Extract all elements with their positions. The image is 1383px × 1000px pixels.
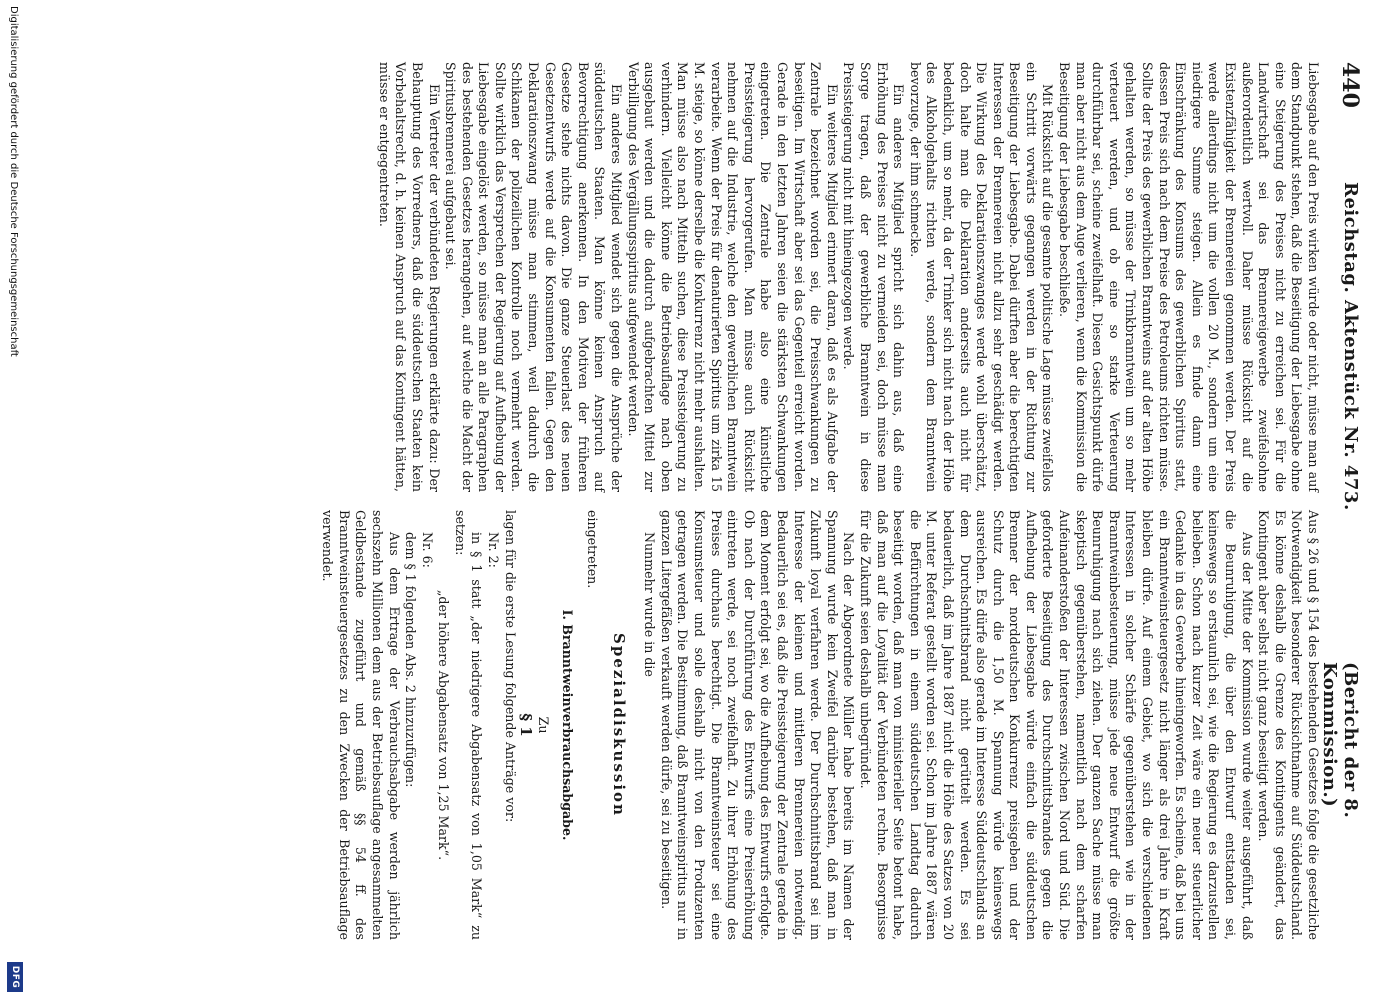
paragraph: Nunmehr wurde in die xyxy=(642,532,658,677)
paragraph: Liebesgabe auf den Preis wirken würde oder nicht, müsse man auf dem Standpunkt stehen, daß die Beseitigung der Liebesgabe ohne eine Steigerung des Preises nicht zu erreichen sei. Für die Landwirtschaft sei das Brennereigewerbe zweifelsohne außerordentlich wertvoll. Daher müsse Rücksicht auf die Existenzfähigkeit der Brennereien genommen werden. Der Preis werde allerdings nicht um die vollen 20 M., sondern um eine niedrigere Summe steigen. Allein es finde dann eine Einschränkung des Konsums des gewerblichen Spiritus statt, dessen Preis sich nach dem Preise des Petroleums richten müsse. Sollte der Preis des gewerblichen Branntweins auf der alten Höhe gehalten werden, so müsse der Trinkbranntwein um so mehr verteuert werden, und ob eine so starke Verteuerung durchführbar sei, scheine zweifelhaft. Diesen Gesichtspunkt dürfe man aber nicht aus dem Auge verlieren, wenn die Kommission die Beseitigung der Liebesgabe beschließe. xyxy=(1057,62,1321,492)
paragraph: Ein weiteres Mitglied erinnert daran, daß es als Aufgabe der Zentrale bezeichnet worden sei, die Preisschwankungen zu beseitigen. Im Wirtschaft aber sei das Gegenteil erreicht worden. Gerade in den letzten Jahren seien die stärksten Schwankungen eingetreten. Die Zentrale habe also eine künstliche Preissteigerung hervorgerufen. Man müsse auch Rücksicht nehmen auf die Industrie, welche den gewerblichen Branntwein verarbeite. Wenn der Preis für denaturierten Spiritus um zirka 15 M. steige, so könne derselbe die Konkurrenz nicht mehr aushalten. Man müsse also nach Mitteln suchen, diese Preissteigerung zu verhindern. Vielleicht könne die Betriebsauflage nach oben ausgebaut werden und die dadurch aufgebrachten Mittel zur Verbilligung des Vergällungsspiritus aufgewendet werden. xyxy=(625,62,840,492)
zu-label: Zu xyxy=(535,716,551,734)
page-title: Reichstag. Aktenstück Nr. 473. xyxy=(1340,182,1361,511)
paragraph: Ein anderes Mitglied spricht sich dahin aus, daß eine Erhöhung des Preises nicht zu vermeiden sei, doch müsse man Sorge tragen, daß der gewerbliche Branntwein in diese Preissteigerung nicht mit hineingezogen werde. xyxy=(841,62,907,492)
page-header xyxy=(1319,62,1365,942)
paragraph: Nach der Abgeordnete Müller habe bereits im Namen der Spannung wurde kein Zweifel darüber bestehen, daß man in Zukunft loyal verfahren werde. Der Durchschnittsbrand sei im Interesse der kleinen und mittleren Brennereien notwendig. Bedauerlich sei es, daß die Preissteigerung der Zentrale gerade in dem Moment erfolgt sei, wo die Aufhebung des Entwurfs erfolgte. Ob nach der Durchführung des Entwurfs eine Preiserhöhung eintreten werde, sei noch zweifelhaft. Zu ihrer Erhöhung des Preises durchaus berechtigt. Die Branntweinsteuer sei eine Konsumsteuer und solle deshalb nicht von den Produzenten getragen werden. Die Bestimmung, daß Branntweinspiritus nur in ganzen Litergefäßen verkauft werden dürfe, sei zu beseitigen. xyxy=(658,510,857,940)
paragraph: Aus der Mitte der Kommission wurde weiter ausgeführt, daß die Beunruhigung, die über den Entwurf entstanden sei, keineswegs so erstaunlich sei, wie die Regierung es darzustellen belieben. Schon nach kurzer Zeit wäre ein neuer steuerlicher Gedanke in das Gewerbe hineingeworfen. Es scheine, daß bei uns ein Branntweinsteuergesetz nicht länger als drei Jahre in Kraft bleiben dürfe. Auf einem Gebiet, wo sich die verschiedenen Interessen in solcher Schärfe gegenüberstehen wie in der Branntweinbesteuerung, müsse jede neue Entwurf die größte Beunruhigung nach sich ziehen. Der ganzen Sache müsse man skeptisch gegenüberstehen, namentlich nach dem scharfen Aufeinanderstoßen der Interessen zwischen Nord und Süd. Die geforderte Beseitigung des Durchschnittsbrandes gegen die Aufhebung der Liebesgabe würde einfach die süddeutschen Brenner der norddeutschen Konkurrenz preisgeben und der Schutz durch die 1,50 M. Spannung würde keineswegs ausreichen. Es dürfe also gerade im Interesse Süddeutschlands an dem Durchschnittsbrand nicht gerüttelt werden. Es sei bedauerlich, daß im Jahre 1887 nicht die Höhe des Satzes von 20 M. unter Referat gestellt worden sei. Schon im Jahre 1887 wären die Befürchtungen in einem süddeutschen Landtag dadurch beseitigt worden, daß man von ministerieller Seite betont habe, daß man auf die Loyalität der Verbündeten rechne. Besorgnisse für die Zukunft seien deshalb unbegründet. xyxy=(857,510,1255,940)
right-column xyxy=(319,510,1321,940)
paragraph-heading: § 1 xyxy=(517,713,536,737)
amendment-text: Aus dem Ertrage der Verbrauchsabgabe werden jährlich sechszehn Millionen dem aus der Betriebsauflage angesammelten Geldbestande zugeführt und gemäß §§ 54 ff. des Branntweinsteuergesetzes zu den Zwecken der Betriebsauflage verwendet. xyxy=(320,510,402,940)
page-footer xyxy=(1,0,31,1000)
subsection-heading: I. Branntweinverbrauchsabgabe. xyxy=(560,609,576,841)
amendment-text: dem § 1 folgenden Abs. 2 hinzuzufügen: xyxy=(403,532,419,788)
left-column xyxy=(375,62,1321,492)
amendments-intro: lagen für die erste Lesung folgende Anträge vor: xyxy=(502,510,518,823)
paragraph: Ein Vertreter der verbündeten Regierungen erklärte dazu: Der Behauptung des Vorredners, daß die süddeutschen Staaten kein Vorbehaltsrecht, d. h. keinen Anspruch auf das Kontingent hätten, müsse er entgegentreten. xyxy=(376,62,442,492)
section-intro: eingetreten. xyxy=(585,510,601,589)
paragraph: Aus § 26 und § 154 des bestehenden Gesetzes folge die gesetzliche Notwendigkeit besonderer Rücksichtnahme auf Süddeutschland. Es könne deshalb die Grenze des Kontingents geändert, das Kontingent aber selbst nicht ganz beseitigt werden. xyxy=(1256,510,1321,940)
paragraph: Ein anderes Mitglied wendet sich gegen die Ansprüche der süddeutschen Staaten. Man könne keinen Anspruch auf Bevorrechtigung anerkennen. In den Motiven der früheren Gesetze stehe nichts davon. Die ganze Steuerlast des neuen Gesetzentwurfs werde auf die Konsumenten fallen. Gegen den Deklarationszwang müsse man stimmen, weil dadurch die Schikanen der polizeilichen Kontrolle noch vermehrt werden. Sollte wirklich das Versprechen der Regierung auf Aufhebung der Liebesgabe eingelöst werden, so müsse man an alle Paragraphen des bestehenden Gesetzes herangehen, auf welche die Macht der Spiritusbrennerei aufgebaut sei. xyxy=(443,62,625,492)
amendment-label: Nr. 2: xyxy=(486,532,502,568)
paragraph: Mit Rücksicht auf die gesamte politische Lage müsse zweifellos ein Schritt vorwärts gegangen werden in der Richtung zur Beseitigung der Liebesgabe. Dabei dürften aber die berechtigten Interessen der Brennereien nicht allzu sehr geschädigt werden. Die Wirkung des Deklarationszwanges werde wohl überschätzt, doch halte man die Deklaration anderseits auch nicht für bedenklich, um so mehr, da der Trinker sich nicht nach der Höhe des Alkoholgehalts richten werde, sondern dem Branntwein bevorzuge, der ihm schmecke. xyxy=(907,62,1056,492)
page-number: 440 xyxy=(1337,62,1363,108)
amendment-text: „der höhere Abgabensatz von 1,25 Mark“. xyxy=(436,589,452,861)
amendment-label: Nr. 6: xyxy=(419,532,435,568)
footer-credit: Digitalisierung gefördert durch die Deutsche Forschungsgemeinschaft xyxy=(8,6,19,357)
dfg-logo: DFG xyxy=(7,962,23,992)
amendment-text: in § 1 statt „der niedrigere Abgabensatz von 1,05 Mark“ zu setzen: xyxy=(452,510,485,940)
section-heading: Spezialdiskussion xyxy=(609,633,628,817)
page-subtitle: (Bericht der 8. Kommission.) xyxy=(1319,662,1361,819)
